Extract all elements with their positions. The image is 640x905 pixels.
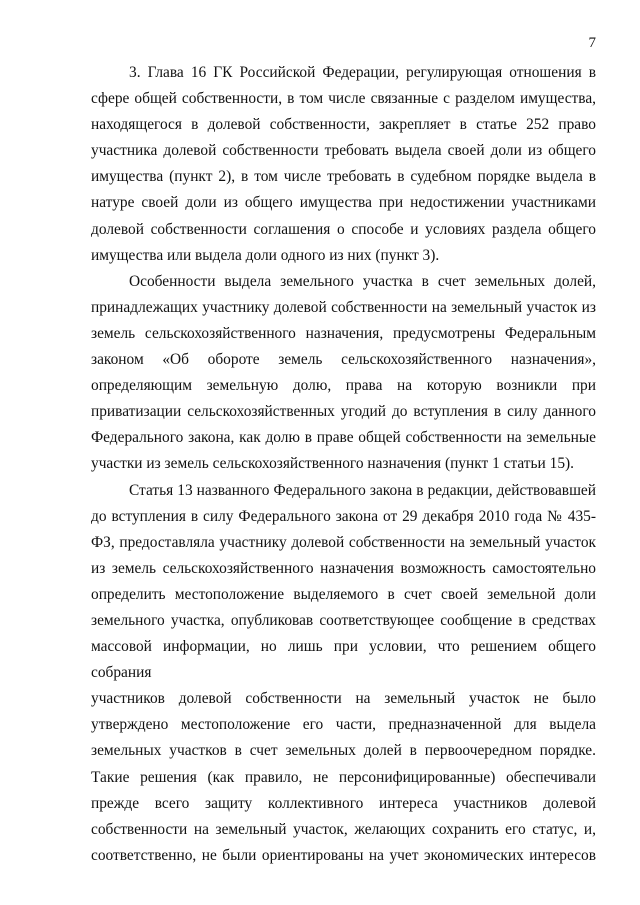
text-line: приватизации сельскохозяйственных угодий до вступления в силу данного [91,403,596,421]
text-line: участников долевой собственности на земельный участок не было [91,690,596,708]
text-line: земельных участков в счет земельных долей в первоочередном порядке. [91,742,596,760]
page-number: 7 [588,35,596,51]
text-line: земель сельскохозяйственного назначения, предусмотрены Федеральным [91,324,596,342]
text-line: сфере общей собственности, в том числе связанные с разделом имущества, [91,90,596,108]
text-line: утверждено местоположение его части, предназначенной для выдела [91,716,596,734]
text-line: собственности на земельный участок, желающих сохранить его статус, и, [91,820,596,838]
text-line: соответственно, не были ориентированы на учет экономических интересов [91,846,596,864]
text-line: 3. Глава 16 ГК Российской Федерации, регулирующая отношения в [129,64,596,81]
text-line: долевой собственности соглашения о способе и условиях раздела общего [91,220,596,238]
text-line: законом «Об обороте земель сельскохозяйственного назначения», [91,351,596,369]
text-line: из земель сельскохозяйственного назначения возможность самостоятельно [91,559,596,577]
text-line: участника долевой собственности требовать выдела своей доли из общего [91,142,596,160]
text-line: ФЗ, предоставляла участнику долевой собственности на земельный участок [91,533,596,551]
document-body [91,60,596,869]
text-line: участки из земель сельскохозяйственного назначения (пункт 1 статьи 15). [91,455,574,473]
paragraph-3 [91,478,596,869]
text-line: прежде всего защиту коллективного интереса участников долевой [91,794,596,812]
text-line: имущества или выдела доли одного из них (пункт 3). [91,246,440,264]
paragraph-2 [91,269,596,478]
text-line: находящегося в долевой собственности, закрепляет в статье 252 право [91,116,596,134]
text-line: массовой информации, но лишь при условии, что решением общего собрания [91,638,596,682]
text-line: Особенности выдела земельного участка в счет земельных долей, [129,272,596,290]
text-line: до вступления в силу Федерального закона от 29 декабря 2010 года № 435- [91,507,596,525]
text-line: Федерального закона, как долю в праве общей собственности на земельные [91,429,596,447]
text-line: Такие решения (как правило, не персонифицированные) обеспечивали [91,768,596,786]
text-line: определить местоположение выделяемого в счет своей земельной доли [91,585,596,603]
text-line: определяющим земельную долю, права на которую возникли при [91,377,596,395]
text-line: земельного участка, опубликовав соответствующее сообщение в средствах [91,611,596,629]
text-line: принадлежащих участнику долевой собственности на земельный участок из [91,298,596,316]
text-line: натуре своей доли из общего имущества при недостижении участниками [91,194,596,212]
text-line: имущества (пункт 2), в том числе требовать в судебном порядке выдела в [91,168,596,186]
text-line: Статья 13 названного Федерального закона в редакции, действовавшей [129,481,596,499]
paragraph-1 [91,60,596,269]
